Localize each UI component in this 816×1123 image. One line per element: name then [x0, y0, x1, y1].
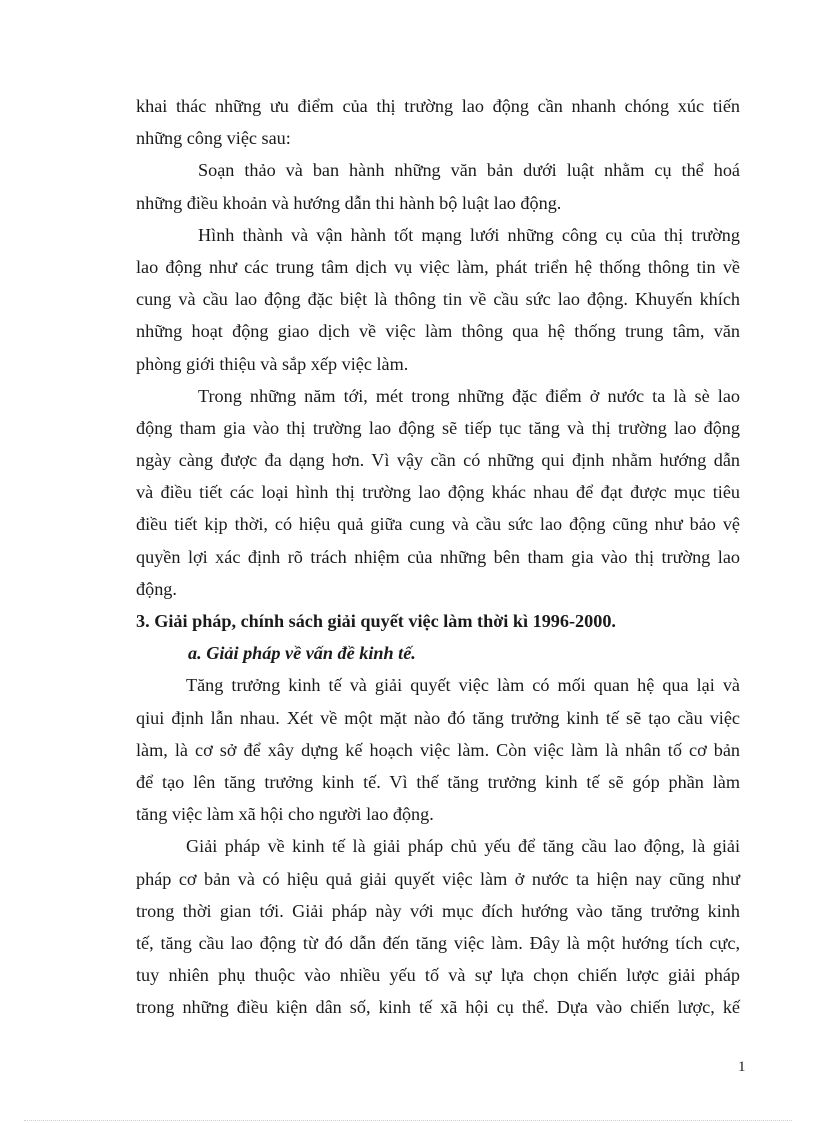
text-line: Trong những năm tới, mét trong những đặc điểm ở nước ta là sè lao	[198, 385, 740, 406]
text-line: lao động như các trung tâm dịch vụ việc làm, phát triển hệ thống thông tin về	[136, 256, 740, 277]
text-line: động.	[136, 578, 177, 599]
text-line: trong thời gian tới. Giải pháp này với mục đích hướng vào tăng trưởng kinh	[136, 900, 740, 921]
page-bottom-divider	[24, 1120, 792, 1121]
text-line: động tham gia vào thị trường lao động sẽ tiếp tục tăng và thị trường lao động	[136, 417, 740, 438]
text-line: pháp cơ bản và có hiệu quả giải quyết việc làm ở nước ta hiện nay cũng như	[136, 868, 740, 889]
text-line: tế, tăng cầu lao động từ đó dẫn đến tăng việc làm. Đây là một hướng tích cực,	[136, 932, 740, 953]
text-line: khai thác những ưu điểm của thị trường lao động cần nhanh chóng xúc tiến	[136, 96, 740, 116]
document-body	[136, 90, 740, 1023]
text-line: qiui định lẫn nhau. Xét về một mặt nào đó tăng trưởng kinh tế sẽ tạo cầu việc	[136, 707, 740, 728]
text-line: Tăng trưởng kinh tế và giải quyết việc làm có mối quan hệ qua lại và	[186, 675, 740, 696]
text-line: ngày càng được đa dạng hơn. Vì vậy cần có những qui định nhằm hướng dẫn	[136, 450, 740, 471]
section-heading: 3. Giải pháp, chính sách giải quyết việc làm thời kì 1996-2000.	[136, 611, 616, 631]
text-line: để tạo lên tăng trưởng kinh tế. Vì thế tăng trưởng kinh tế sẽ góp phần làm	[136, 771, 740, 792]
text-line: cung và cầu lao động đặc biệt là thông tin về cầu sức lao động. Khuyến khích	[136, 289, 740, 310]
text-line: tuy nhiên phụ thuộc vào nhiều yếu tố và sự lựa chọn chiến lược giải pháp	[136, 965, 740, 986]
text-line: và điều tiết các loại hình thị trường lao động khác nhau để đạt được mục tiêu	[136, 482, 740, 503]
text-line: trong những điều kiện dân số, kinh tế xã hội cụ thể. Dựa vào chiến lược, kế	[136, 997, 740, 1018]
text-line: Soạn thảo và ban hành những văn bản dưới luật nhằm cụ thể hoá	[198, 160, 740, 181]
subsection-heading: a. Giải pháp về vấn đề kinh tế.	[188, 643, 416, 664]
text-line: quyền lợi xác định rõ trách nhiệm của những bên tham gia vào thị trường lao	[136, 546, 740, 567]
page-number: 1	[738, 1059, 746, 1075]
text-line: tăng việc làm xã hội cho người lao động.	[136, 804, 434, 825]
text-line: những điều khoản và hướng dẫn thi hành bộ luật lao động.	[136, 192, 562, 213]
text-line: Hình thành và vận hành tốt mạng lưới những công cụ của thị trường	[198, 224, 740, 245]
text-line: làm, là cơ sở để xây dựng kế hoạch việc làm. Còn việc làm là nhân tố cơ bản	[136, 739, 740, 760]
text-line: phòng giới thiệu và sắp xếp việc làm.	[136, 353, 409, 374]
text-line: Giải pháp về kinh tế là giải pháp chủ yếu để tăng cầu lao động, là giải	[186, 836, 740, 857]
text-line: những hoạt động giao dịch về việc làm thông qua hệ thống trung tâm, văn	[136, 321, 740, 342]
text-line: những công việc sau:	[136, 128, 291, 149]
text-line: điều tiết kịp thời, có hiệu quả giữa cung và cầu sức lao động cũng như bảo vệ	[136, 514, 740, 535]
